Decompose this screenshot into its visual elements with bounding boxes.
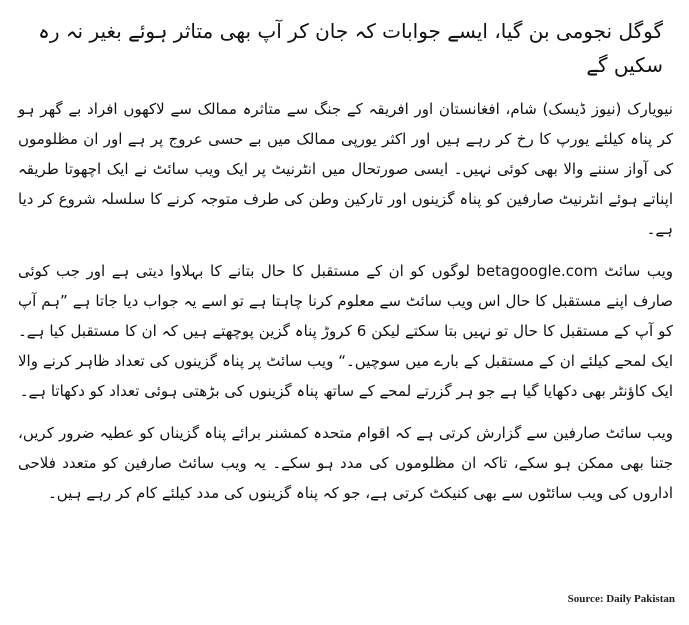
news-article (18, 14, 673, 520)
article-headline: گوگل نجومی بن گیا، ایسے جوابات کہ جان کر آپ بھی متاثر ہوئے بغیر نہ رہ سکیں گے (38, 19, 663, 77)
source-credit: Source: Daily Pakistan (567, 593, 675, 605)
article-paragraph-2: ویب سائٹ betagoogle.com لوگوں کو ان کے مستقبل کا حال بتانے کا بہلاوا دیتی ہے اور جب کوئی صارف اپنے مستقبل کا حال اس ویب سائٹ سے معلوم کرنا چاہتا ہے تو اسے یہ جواب دیا جاتا ہے ”ہم آپ کو آپ کے مستقبل کا حال تو نہیں بتا سکتے لیکن 6 کروڑ پناہ گزین پوچھتے ہیں کہ ان کا مستقبل کیا ہے۔ ایک لمحے کیلئے ان کے مستقبل کے بارے میں سوچیں۔“ ویب سائٹ پر پناہ گزینوں کی تعداد ظاہر کرنے والا ایک کاؤنٹر بھی دکھایا گیا ہے جو ہر گزرتے لمحے کے ساتھ پناہ گزینوں کی بڑھتی ہوئی تعداد کو دکھاتا ہے۔ (18, 262, 674, 400)
article-paragraph-1: نیویارک (نیوز ڈیسک) شام، افغانستان اور افریقہ کے جنگ سے متاثرہ ممالک سے لاکھوں افراد بے گھر ہو کر پناہ کیلئے یورپ کا رخ کر رہے ہیں اور اکثر یورپی ممالک میں بے حسی عروج پر ہے اور ان مظلوموں کی آواز سننے والا بھی کوئی نہیں۔ ایسی صورتحال میں انٹرنیٹ پر ایک ویب سائٹ نے ایک اچھوتا طریقہ اپناتے ہوئے انٹرنیٹ صارفین کو پناہ گزینوں اور تارکین وطن کی طرف متوجہ کرنے کا سلسلہ شروع کر دیا ہے۔ (18, 100, 673, 238)
article-paragraph-3: ویب سائٹ صارفین سے گزارش کرتی ہے کہ اقوام متحدہ کمشنر برائے پناہ گزیناں کو عطیہ ضرور کریں، جتنا بھی ممکن ہو سکے، تاکہ ان مظلوموں کی مدد ہو سکے۔ یہ ویب سائٹ صارفین کو متعدد فلاحی اداروں کی ویب سائٹوں سے بھی کنیکٹ کرتی ہے، جو کہ پناہ گزینوں کی مدد کیلئے کام کر رہے ہیں۔ (18, 424, 673, 502)
